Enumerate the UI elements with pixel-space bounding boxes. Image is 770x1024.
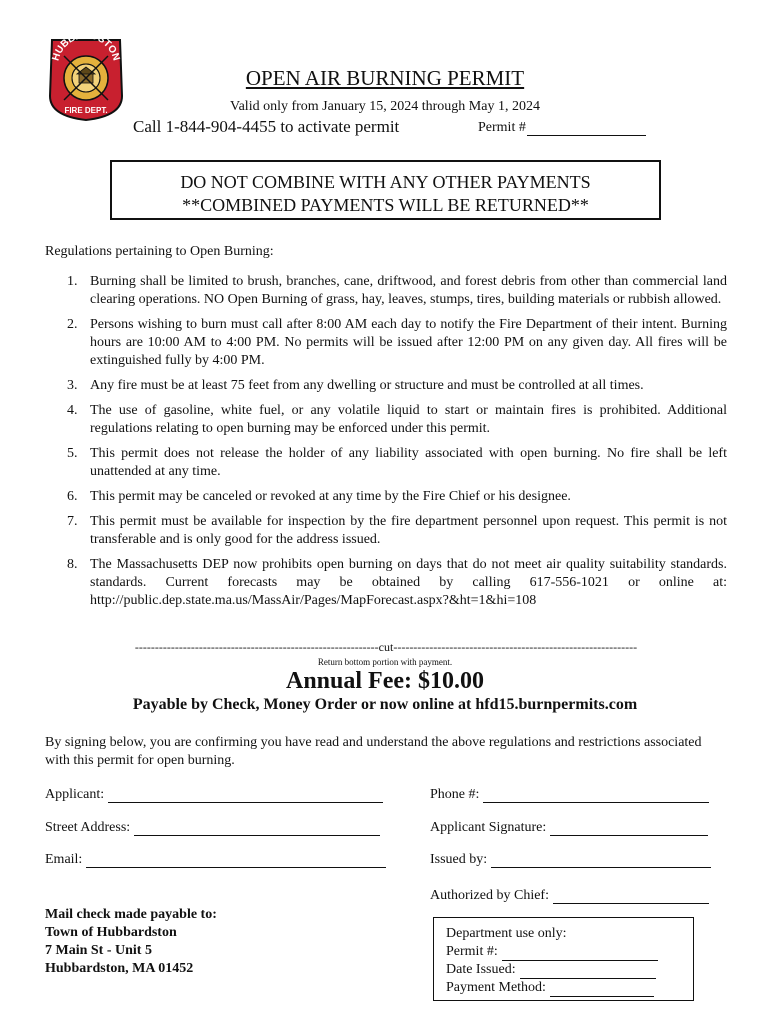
regulations-list	[45, 273, 727, 617]
dept-date-line[interactable]	[520, 965, 656, 979]
regulation-item	[45, 402, 727, 438]
street-address-field[interactable]	[45, 820, 380, 836]
street-address-label: Street Address:	[45, 820, 131, 835]
issued-by-label: Issued by:	[430, 852, 488, 867]
phone-line[interactable]	[483, 788, 709, 803]
dept-date-label: Date Issued:	[446, 962, 516, 977]
phone-field[interactable]	[430, 787, 709, 803]
dept-method-line[interactable]	[550, 983, 654, 997]
dept-date-field[interactable]	[446, 961, 693, 979]
applicant-line[interactable]	[108, 788, 383, 803]
page-title: OPEN AIR BURNING PERMIT	[245, 66, 525, 90]
regulation-text: The use of gasoline, white fuel, or any volatile liquid to start or maintain fires is prohibited. Additional regulations relating to open burning may be enforced under this permit.	[90, 403, 727, 436]
dept-method-field[interactable]	[446, 979, 693, 997]
signature-label: Applicant Signature:	[430, 820, 547, 835]
regulation-item	[45, 556, 727, 610]
regulation-text: This permit does not release the holder of any liability associated with open burning. No fire shall be left unattended at any time.	[90, 446, 727, 479]
chief-authorization-field[interactable]	[430, 888, 709, 904]
valid-period: Valid only from January 15, 2024 through May 1, 2024	[230, 99, 540, 114]
activation-phone: Call 1-844-904-4455 to activate permit	[133, 117, 400, 136]
dept-permit-line[interactable]	[502, 947, 658, 961]
issued-by-field[interactable]	[430, 852, 711, 868]
email-label: Email:	[45, 852, 83, 867]
regulation-text: The Massachusetts DEP now prohibits open burning on days that do not meet air quality suitability standards. standards. Current forecasts may be obtained by calling 617-556-1021 or online at: http://public.dep.state.ma.us/MassAir/Pages/MapForecast.aspx?&ht=1&hi=108	[90, 557, 727, 608]
dept-title: Department use only:	[446, 926, 567, 941]
cut-line: -------------------------------------------------------------cut-------------------------------------------------------------	[134, 640, 638, 654]
applicant-label: Applicant:	[45, 787, 105, 802]
mail-line-4: Hubbardston, MA 01452	[45, 961, 194, 976]
mail-line-3: 7 Main St - Unit 5	[45, 943, 152, 958]
email-field[interactable]	[45, 852, 386, 868]
dept-permit-label: Permit #:	[446, 944, 498, 959]
regulations-heading: Regulations pertaining to Open Burning:	[45, 244, 274, 259]
regulation-text: This permit must be available for inspection by the fire department personnel upon request. This permit is not transferable and is only good for the address issued.	[90, 514, 727, 547]
confirmation-text: By signing below, you are confirming you have read and understand the above regulations and restrictions associated with this permit for open burning.	[45, 735, 702, 768]
applicant-field[interactable]	[45, 787, 383, 803]
regulation-number: 6.	[67, 489, 78, 504]
email-line[interactable]	[86, 853, 386, 868]
regulation-number: 3.	[67, 378, 78, 393]
warning-line-2: **COMBINED PAYMENTS WILL BE RETURNED**	[182, 195, 589, 215]
regulation-text: Any fire must be at least 75 feet from any dwelling or structure and must be controlled at all times.	[90, 378, 644, 393]
return-note: Return bottom portion with payment.	[317, 657, 453, 667]
regulation-item	[45, 513, 727, 549]
permit-number-field	[478, 120, 646, 136]
regulation-number: 1.	[67, 274, 78, 289]
payment-methods: Payable by Check, Money Order or now online at hfd15.burnpermits.com	[132, 696, 638, 713]
permit-number-line	[527, 123, 646, 136]
warning-line-1: DO NOT COMBINE WITH ANY OTHER PAYMENTS	[180, 172, 591, 192]
dept-permit-field[interactable]	[446, 943, 693, 961]
regulation-item	[45, 316, 727, 370]
regulation-item	[45, 377, 727, 395]
mail-line-2: Town of Hubbardston	[45, 925, 177, 940]
regulation-text: Persons wishing to burn must call after 8:00 AM each day to notify the Fire Department of their intent. Burning hours are 10:00 AM to 4:00 PM. No permits will be issued after 12:00 PM on any given day. All fires will be extinguished fully by 4:00 PM.	[90, 317, 727, 368]
regulation-item	[45, 488, 727, 506]
chief-line[interactable]	[553, 889, 709, 904]
mail-line-1: Mail check made payable to:	[45, 907, 217, 922]
logo-top-text: HUBBA DSTON	[50, 36, 122, 63]
department-use-box	[433, 917, 694, 1001]
phone-label: Phone #:	[430, 787, 480, 802]
regulation-number: 4.	[67, 403, 78, 418]
regulation-text: This permit may be canceled or revoked at any time by the Fire Chief or his designee.	[90, 489, 571, 504]
permit-number-label: Permit #	[478, 120, 526, 135]
regulation-item	[45, 445, 727, 481]
regulation-number: 5.	[67, 446, 78, 461]
annual-fee: Annual Fee: $10.00	[286, 668, 484, 694]
regulation-number: 8.	[67, 557, 78, 572]
dept-method-label: Payment Method:	[446, 980, 546, 995]
logo-bottom-text: FIRE DEPT.	[64, 106, 108, 115]
mailing-address	[45, 906, 217, 978]
street-address-line[interactable]	[134, 821, 380, 836]
chief-label: Authorized by Chief:	[430, 888, 549, 903]
regulation-item	[45, 273, 727, 309]
issued-by-line[interactable]	[491, 853, 711, 868]
payment-warning-box	[110, 160, 661, 220]
regulation-number: 2.	[67, 317, 78, 332]
signature-line[interactable]	[550, 821, 708, 836]
regulation-number: 7.	[67, 514, 78, 529]
signature-field[interactable]	[430, 820, 708, 836]
regulation-text: Burning shall be limited to brush, branches, cane, driftwood, and forest debris from other than commercial land clearing operations. NO Open Burning of grass, hay, leaves, stumps, tires, building materials or rubbish allowed.	[90, 274, 727, 307]
